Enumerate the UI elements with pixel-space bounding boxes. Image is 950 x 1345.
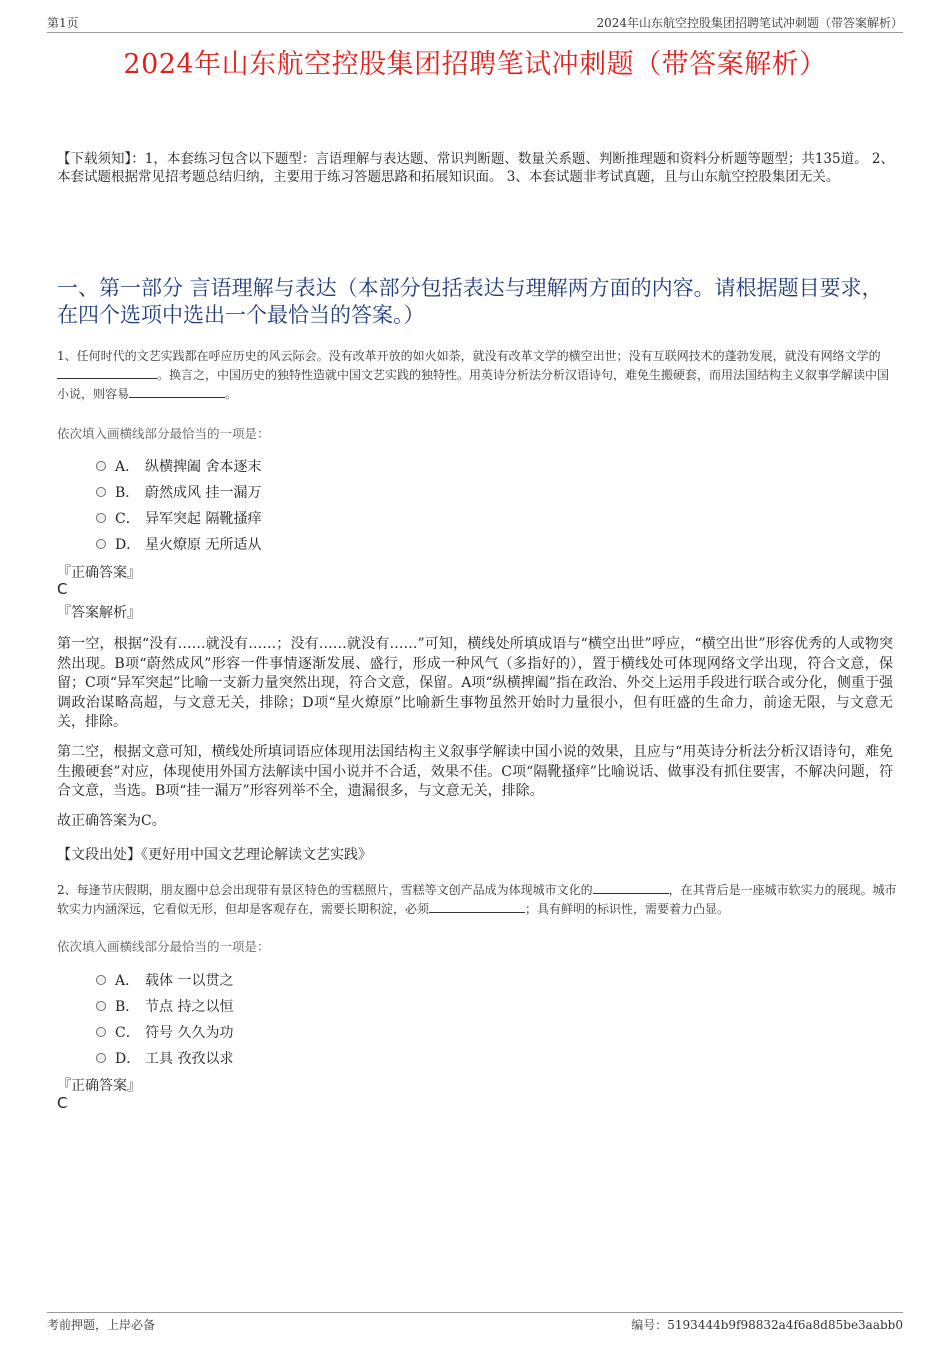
section-heading: 一、第一部分 言语理解与表达（本部分包括表达与理解两方面的内容。请根据题目要求，在四个选项中选出一个最恰当的答案。） <box>57 276 883 327</box>
question-2-options <box>96 967 233 1071</box>
question-1-options <box>96 453 261 557</box>
footer-slogan: 考前押题，上岸必备 <box>47 1318 156 1332</box>
option-c[interactable]: C． 符号 久久为功 <box>96 1019 233 1045</box>
answer-label: 『正确答案』 <box>57 565 141 581</box>
radio-icon[interactable] <box>96 1053 106 1063</box>
radio-icon[interactable] <box>96 975 106 985</box>
option-a[interactable]: A． 载体 一以贯之 <box>96 967 233 993</box>
document-title: 2024年山东航空控股集团招聘笔试冲刺题（带答案解析） <box>123 49 827 80</box>
question-1-text: 1、任何时代的文艺实践都在呼应历史的风云际会。没有改革开放的如火如荼，就没有改革文学的横空出世；没有互联网技术的蓬勃发展，就没有网络文学的。换言之，中国历史的独特性造就中国文艺实践的独特性。用英诗分析法分析汉语诗句，难免生搬硬套，而用法国结构主义叙事学解读中国小说，则容易 。 <box>57 349 890 401</box>
analysis-paragraph: 第二空，根据文意可知，横线处所填词语应体现用法国结构主义叙事学解读中国小说的效果，且应与“用英诗分析法分析汉语诗句，难免生搬硬套”对应，体现使用外国方法解读中国小说并不合适，效果不佳。C项“隔靴搔痒”比喻说话、做事没有抓住要害，不解决问题，符合文意，当选。B项“挂一漏万”形容列举不全，遗漏很多，与文意无关，排除。 <box>57 744 893 799</box>
page-header <box>47 14 903 33</box>
radio-icon[interactable] <box>96 461 106 471</box>
download-notice: 【下载须知】：1，本套练习包含以下题型：言语理解与表达题、常识判断题、数量关系题、判断推理题和资料分析题等题型；共135道。 2、本套试题根据常见招考题总结归纳，主要用于练习答题思路和拓展知识面。 3、本套试题非考试真题，且与山东航空控股集团无关。 <box>57 151 894 185</box>
answer-label: 『正确答案』 <box>57 1078 141 1094</box>
page-footer <box>47 1312 903 1336</box>
question-2-text: 2、每逢节庆假期，朋友圈中总会出现带有景区特色的雪糕照片，雪糕等文创产品成为体现城市文化的 ，在其背后是一座城市软实力的展现。城市软实力内涵深远，它看似无形，但却是客观存在，需要长期积淀，必须 ；具有鲜明的标识性，需要着力凸显。 <box>57 883 897 916</box>
option-c[interactable]: C． 异军突起 隔靴搔痒 <box>96 505 261 531</box>
answer-blank <box>57 366 157 379</box>
answer-value: C <box>57 1094 68 1112</box>
radio-icon[interactable] <box>96 1027 106 1037</box>
header-page-number: 第1页 <box>47 16 79 30</box>
footer-doc-id: 编号：5193444b9f98832a4f6a8d85be3aabb0 <box>631 1318 903 1332</box>
radio-icon[interactable] <box>96 539 106 549</box>
option-b[interactable]: B． 节点 持之以恒 <box>96 993 233 1019</box>
analysis-paragraph: 第一空，根据“没有……就没有……；没有……就没有……”可知，横线处所填成语与“横空出世”呼应，“横空出世”形容优秀的人或物突然出现。B项“蔚然成风”形容一件事情逐渐发展、盛行，形成一种风气（多指好的），置于横线处可体现网络文学出现，符合文意，保留；C项“异军突起”比喻一支新力量突然出现，符合文意，保留。A项“纵横捭阖”指在政治、外交上运用手段进行联合或分化，侧重于强调政治谋略高超，与文意无关，排除；D项“星火燎原”比喻新生事物虽然开始时力量很小，但有旺盛的生命力，前途无限，与文意无关，排除。 <box>57 636 893 730</box>
header-doc-title: 2024年山东航空控股集团招聘笔试冲刺题（带答案解析） <box>596 16 903 30</box>
answer-blank <box>129 385 225 398</box>
question-2-prompt: 依次填入画横线部分最恰当的一项是： <box>57 939 270 954</box>
option-d[interactable]: D． 工具 孜孜以求 <box>96 1045 233 1071</box>
analysis-label: 『答案解析』 <box>57 605 141 621</box>
answer-blank <box>593 881 669 894</box>
option-b[interactable]: B． 蔚然成风 挂一漏万 <box>96 479 261 505</box>
option-a[interactable]: A． 纵横捭阖 舍本逐末 <box>96 453 261 479</box>
radio-icon[interactable] <box>96 1001 106 1011</box>
radio-icon[interactable] <box>96 487 106 497</box>
option-d[interactable]: D． 星火燎原 无所适从 <box>96 531 261 557</box>
answer-blank <box>429 900 525 913</box>
analysis-conclusion: 故正确答案为C。 <box>57 813 166 829</box>
question-1-prompt: 依次填入画横线部分最恰当的一项是： <box>57 426 270 441</box>
source-citation: 【文段出处】《更好用中国文艺理论解读文艺实践》 <box>57 847 372 863</box>
radio-icon[interactable] <box>96 513 106 523</box>
answer-value: C <box>57 580 68 598</box>
